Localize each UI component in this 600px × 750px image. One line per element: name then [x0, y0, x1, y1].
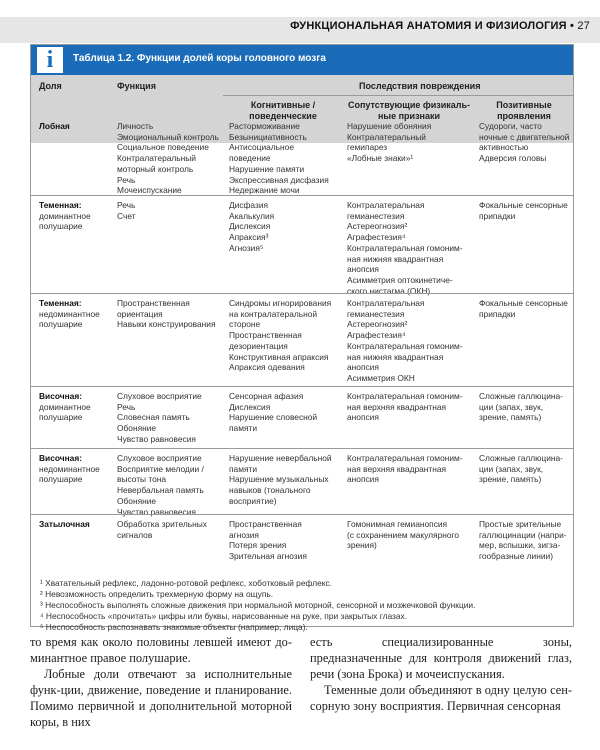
header-cognitive: Когнитивные / поведенческие: [249, 100, 317, 121]
cell-line: анопсия: [347, 412, 379, 423]
cell-line: Пространственная: [229, 330, 302, 341]
cell-line: Обоняние: [117, 423, 157, 434]
cell-line: Фокальные сенсорные: [479, 298, 568, 308]
cell-line: Гомонимная гемианопсия: [347, 519, 448, 529]
physical-cell: [347, 453, 473, 485]
cell-line: Конструктивная апраксия: [229, 351, 329, 362]
cell-line: припадки: [479, 308, 516, 319]
physical-cell: [347, 298, 473, 384]
body-paragraph: Теменные доли объединяют в одну целую сен-сорную зону восприятия. Первичная сенсорная: [310, 683, 572, 713]
cell-line: ная нижняя квадрантная: [347, 253, 444, 264]
cell-line: припадки: [479, 210, 516, 221]
positive-cell: [479, 121, 571, 164]
cell-line: Слуховое восприятие: [117, 391, 202, 401]
cell-line: зрения): [347, 540, 377, 551]
cell-line: Счет: [117, 210, 136, 221]
cognitive-cell: [229, 519, 341, 562]
cell-line: ского нистагма (ОКН): [347, 285, 431, 296]
running-head-title: ФУНКЦИОНАЛЬНАЯ АНАТОМИЯ И ФИЗИОЛОГИЯ: [290, 20, 567, 32]
lobe-qualifier: полушарие: [39, 221, 83, 232]
lobe-cell: [39, 298, 115, 330]
cell-line: восприятие): [229, 495, 277, 506]
cell-line: анопсия: [347, 362, 379, 373]
cell-line: Восприятие мелодии /: [117, 463, 204, 474]
cell-line: (с сохранением макулярного: [347, 529, 460, 540]
cell-line: Астереогнозия²: [347, 221, 408, 232]
cell-line: ориентация: [117, 308, 163, 319]
cell-line: Контралатеральная: [347, 200, 425, 210]
cell-line: Слуховое восприятие: [117, 453, 202, 463]
lobe-cell: [39, 453, 115, 485]
cell-line: Нарушение обоняния: [347, 121, 432, 131]
cell-line: Экспрессивная дисфазия: [229, 174, 329, 185]
lobe-name: Теменная:: [39, 200, 82, 210]
table-footnotes: [40, 578, 475, 633]
cell-line: Невербальная память: [117, 485, 204, 496]
cell-line: дезориентация: [229, 340, 288, 351]
header-lobe: Доля: [39, 81, 62, 91]
footnote: ² Невозможность определить трехмерную форму на ощупь.: [40, 589, 274, 599]
cell-line: активностью: [479, 142, 529, 153]
lobe-cell: [39, 391, 115, 423]
footnote: ⁵ Неспособность распознавать знакомые объекты (например, лица).: [40, 622, 308, 632]
cell-line: Расторможивание: [229, 121, 300, 131]
cell-line: ции (запах, звук,: [479, 401, 544, 412]
cell-line: Адверсия головы: [479, 153, 547, 164]
running-head: [290, 20, 590, 32]
function-cell: [117, 121, 217, 196]
cell-line: Контралатеральный: [347, 131, 426, 142]
header-function: Функция: [117, 81, 156, 91]
cell-line: Чувство равновесия: [117, 506, 196, 517]
cell-line: Апраксия³: [229, 232, 269, 243]
function-cell: [117, 453, 217, 517]
row-separator: [31, 386, 573, 387]
cell-line: гообразные линии): [479, 551, 554, 562]
cell-line: Навыки конструирования: [117, 319, 216, 330]
body-column-right: [310, 634, 572, 714]
cell-line: Потеря зрения: [229, 540, 287, 551]
table-frame: [30, 44, 574, 627]
cell-line: Дислексия: [229, 221, 271, 232]
cognitive-cell: [229, 200, 341, 254]
physical-cell: [347, 519, 473, 551]
cell-line: навыков (тонального: [229, 485, 311, 496]
function-cell: [117, 519, 217, 540]
lobe-qualifier: недоминантное: [39, 308, 100, 319]
cell-line: Социальное поведение: [117, 142, 209, 153]
info-icon: i: [37, 47, 63, 73]
cell-line: Фокальные сенсорные: [479, 200, 568, 210]
cell-line: гемианестезия: [347, 210, 405, 221]
cell-line: ночные с двигательной: [479, 131, 570, 142]
body-column-left: [30, 634, 292, 730]
positive-cell: [479, 298, 571, 319]
header-positive: Позитивные проявления: [496, 100, 552, 121]
cell-line: Нарушение словесной: [229, 412, 318, 423]
cell-line: Дисфазия: [229, 200, 269, 210]
lobe-qualifier: полушарие: [39, 474, 83, 485]
lobe-name: Лобная: [39, 121, 70, 131]
cell-line: ции (запах, звук,: [479, 463, 544, 474]
cell-line: Зрительная агнозия: [229, 551, 307, 562]
row-separator: [31, 514, 573, 515]
cell-line: Речь: [117, 401, 136, 412]
header-consequences: Последствия повреждения: [359, 81, 481, 91]
cell-line: Нарушение невербальной: [229, 453, 332, 463]
cell-line: Контралатеральный: [117, 153, 196, 164]
cognitive-cell: [229, 453, 341, 507]
cell-line: памяти: [229, 423, 257, 434]
cell-line: стороне: [229, 319, 261, 330]
cell-line: Агнозия⁵: [229, 242, 264, 253]
cell-line: «Лобные знаки»¹: [347, 153, 414, 164]
cell-line: Акалькулия: [229, 210, 275, 221]
cell-line: галлюцинации (напри-: [479, 529, 567, 540]
lobe-name: Височная:: [39, 391, 83, 401]
cell-line: ная нижняя квадрантная: [347, 351, 444, 362]
cell-line: агнозия: [229, 529, 259, 540]
cell-line: Мочеиспускание: [117, 185, 182, 196]
cell-line: Контралатеральная: [347, 298, 425, 308]
function-cell: [117, 391, 217, 445]
lobe-qualifier: доминантное: [39, 210, 91, 221]
row-separator: [31, 293, 573, 294]
cell-line: Дислексия: [229, 401, 271, 412]
cognitive-cell: [229, 298, 341, 373]
lobe-qualifier: доминантное: [39, 401, 91, 412]
cell-line: Судороги, часто: [479, 121, 542, 131]
cell-line: Синдромы игнорирования: [229, 298, 332, 308]
lobe-qualifier: недоминантное: [39, 463, 100, 474]
cell-line: Антисоциальное: [229, 142, 294, 153]
cell-line: анопсия: [347, 264, 379, 275]
body-paragraph: есть специализированные зоны, предназначенные для контроля движений глаз, речи (зона Брока) и мочеиспускания.: [310, 635, 572, 681]
header-subrule: [223, 95, 573, 96]
cell-line: Контралатеральная гомоним-: [347, 242, 463, 253]
footnote: ⁴ Неспособность «прочитать» цифры или буквы, нарисованные на руке, при закрытых глазах.: [40, 611, 408, 621]
cell-line: Сложные галлюцина-: [479, 391, 563, 401]
footnote: ¹ Хватательный рефлекс, ладонно-ротовой рефлекс, хоботковый рефлекс.: [40, 578, 333, 588]
cell-line: Речь: [117, 174, 136, 185]
cell-line: Эмоциональный контроль: [117, 131, 219, 142]
physical-cell: [347, 200, 473, 296]
lobe-cell: [39, 200, 115, 232]
lobe-name: Затылочная: [39, 519, 90, 529]
page-number: 27: [577, 20, 590, 32]
cell-line: сигналов: [117, 529, 153, 540]
cell-line: Асимметрия ОКН: [347, 372, 415, 383]
cell-line: Речь: [117, 200, 136, 210]
cell-line: Нарушение памяти: [229, 163, 305, 174]
cell-line: высоты тона: [117, 474, 167, 485]
body-paragraph: Лобные доли отвечают за исполнительные функ-ции, движение, поведение и планирование. Помимо первичной и дополнительной моторной коры, в них: [30, 667, 292, 729]
cell-line: Аграфестезия⁴: [347, 232, 406, 243]
cell-line: Сложные галлюцина-: [479, 453, 563, 463]
cognitive-cell: [229, 391, 341, 434]
cell-line: зрение, память): [479, 474, 542, 485]
row-separator: [31, 448, 573, 449]
cell-line: Астереогнозия²: [347, 319, 408, 330]
table-title: Таблица 1.2. Функции долей коры головного мозга: [73, 53, 326, 64]
cell-line: Обработка зрительных: [117, 519, 207, 529]
cell-line: ная верхняя квадрантная: [347, 463, 447, 474]
lobe-qualifier: полушарие: [39, 319, 83, 330]
cell-line: Асимметрия оптокинетиче-: [347, 274, 453, 285]
cell-line: на контралатеральной: [229, 308, 318, 319]
lobe-name: Теменная:: [39, 298, 82, 308]
lobe-name: Височная:: [39, 453, 83, 463]
cell-line: Простые зрительные: [479, 519, 562, 529]
lobe-cell: [39, 519, 115, 530]
cell-line: анопсия: [347, 474, 379, 485]
footnote: ³ Неспособность выполнять сложные движения при нормальной моторной, сенсорной и мозжечковой функции.: [40, 600, 476, 610]
cell-line: зрение, память): [479, 412, 542, 423]
cell-line: памяти: [229, 463, 257, 474]
row-separator: [31, 195, 573, 196]
cell-line: Контралатеральная гомоним-: [347, 391, 463, 401]
positive-cell: [479, 391, 571, 423]
header-physical: Сопутствующие физикаль- ные признаки: [347, 100, 471, 121]
cell-line: Сенсорная афазия: [229, 391, 304, 401]
physical-cell: [347, 121, 473, 164]
cell-line: Безынициативность: [229, 131, 307, 142]
cell-line: Чувство равновесия: [117, 433, 196, 444]
cell-line: Аграфестезия⁴: [347, 330, 406, 341]
positive-cell: [479, 453, 571, 485]
cognitive-cell: [229, 121, 341, 196]
cell-line: гемианестезия: [347, 308, 405, 319]
cell-line: Апраксия одевания: [229, 362, 305, 373]
positive-cell: [479, 519, 571, 562]
cell-line: гемипарез: [347, 142, 388, 153]
cell-line: Недержание мочи: [229, 185, 300, 196]
body-paragraph: то время как около половины левшей имеют до-минантное правое полушарие.: [30, 635, 292, 665]
cell-line: Нарушение музыкальных: [229, 474, 329, 485]
cell-line: Словесная память: [117, 412, 190, 423]
lobe-cell: [39, 121, 115, 132]
cell-line: мер, вспышки, зигза-: [479, 540, 561, 551]
function-cell: [117, 200, 217, 221]
cell-line: Личность: [117, 121, 154, 131]
cell-line: Обоняние: [117, 495, 157, 506]
positive-cell: [479, 200, 571, 221]
table-title-bar: [31, 45, 573, 75]
lobe-qualifier: полушарие: [39, 412, 83, 423]
cell-line: моторный контроль: [117, 163, 194, 174]
cell-line: Контралатеральная гомоним-: [347, 340, 463, 351]
cell-line: Пространственная: [117, 298, 190, 308]
cell-line: ная верхняя квадрантная: [347, 401, 447, 412]
function-cell: [117, 298, 217, 330]
cell-line: Пространственная: [229, 519, 302, 529]
cell-line: Контралатеральная гомоним-: [347, 453, 463, 463]
running-head-bullet: •: [570, 20, 575, 32]
cell-line: поведение: [229, 153, 271, 164]
physical-cell: [347, 391, 473, 423]
